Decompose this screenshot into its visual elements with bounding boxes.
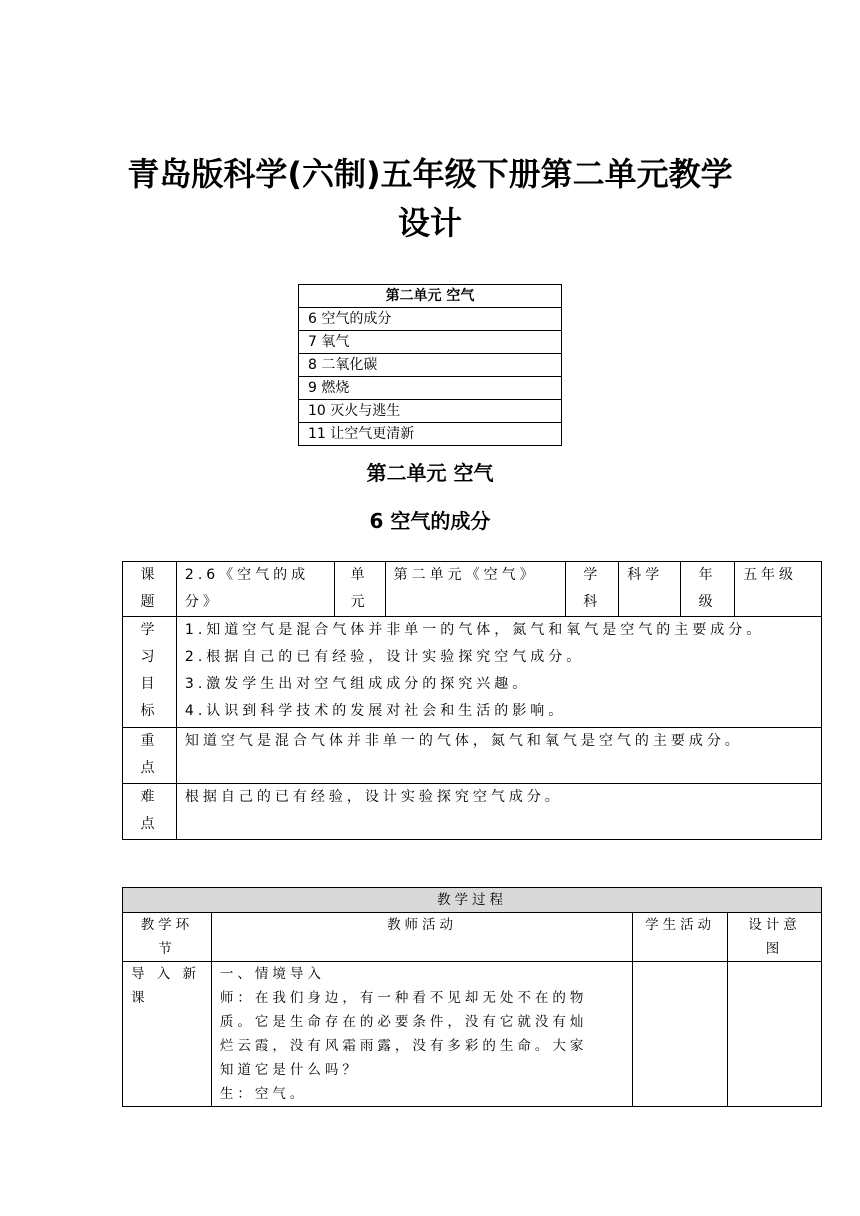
subject-label: 学 科 (566, 562, 619, 617)
learning-goals (176, 617, 821, 728)
unit-lesson-item: 6 空气的成分 (299, 308, 562, 331)
col-teacher-header: 教师活动 (211, 913, 632, 962)
teaching-process-table (122, 887, 822, 1107)
col-stage-header: 教学环 节 (123, 913, 212, 962)
process-header: 教学过程 (123, 888, 822, 913)
teacher-activity: 一、情境导入 师：在我们身边，有一种看不见却无处不在的物 质。它是生命存在的必要条件，没有它就没有灿 烂云霞，没有风霜雨露，没有多彩的生命。大家 知道它是什么吗？ 生：空气。 (211, 962, 632, 1107)
goal-item: 3.激发学生出对空气组成成分的探究兴趣。 (184, 676, 531, 692)
difficult-point-value: 根据自己的已有经验，设计实验探究空气成分。 (176, 784, 821, 840)
section-unit-heading: 第二单元 空气 (366, 461, 494, 485)
unit-table-header: 第二单元 空气 (299, 285, 562, 308)
student-activity (633, 962, 728, 1107)
document-title (0, 150, 860, 248)
unit-lesson-item: 10 灭火与逃生 (299, 400, 562, 423)
lesson-info-table (122, 561, 822, 840)
goals-label: 学 习 目 标 (123, 617, 177, 728)
key-point-value: 知道空气是混合气体并非单一的气体，氮气和氧气是空气的主要成分。 (176, 728, 821, 784)
grade-value: 五年级 (735, 562, 822, 617)
unit-value: 第二单元《空气》 (385, 562, 566, 617)
row-stage: 导 入 新 课 (123, 962, 212, 1107)
section-lesson-heading: 6 空气的成分 (369, 509, 491, 533)
topic-value: 2.6《空气的成 分》 (176, 562, 334, 617)
unit-label: 单 元 (334, 562, 385, 617)
unit-lesson-item: 11 让空气更清新 (299, 423, 562, 446)
unit-lesson-item: 8 二氧化碳 (299, 354, 562, 377)
design-intent (728, 962, 822, 1107)
unit-lesson-item: 9 燃烧 (299, 377, 562, 400)
unit-lesson-item: 7 氧气 (299, 331, 562, 354)
grade-label: 年 级 (681, 562, 735, 617)
topic-label: 课 题 (123, 562, 177, 617)
subject-value: 科学 (619, 562, 681, 617)
key-point-label: 重 点 (123, 728, 177, 784)
goal-item: 4.认识到科学技术的发展对社会和生活的影响。 (184, 703, 567, 719)
difficult-point-label: 难 点 (123, 784, 177, 840)
goal-item: 1.知道空气是混合气体并非单一的气体，氮气和氧气是空气的主要成分。 (184, 622, 765, 638)
col-student-header: 学生活动 (633, 913, 728, 962)
goal-item: 2.根据自己的已有经验，设计实验探究空气成分。 (184, 649, 585, 665)
document-title-line-2: 设计 (397, 204, 462, 242)
document-title-line-1: 青岛版科学(六制)五年级下册第二单元教学 (127, 155, 733, 193)
unit-contents-table (298, 284, 562, 446)
col-design-header: 设计意 图 (728, 913, 822, 962)
